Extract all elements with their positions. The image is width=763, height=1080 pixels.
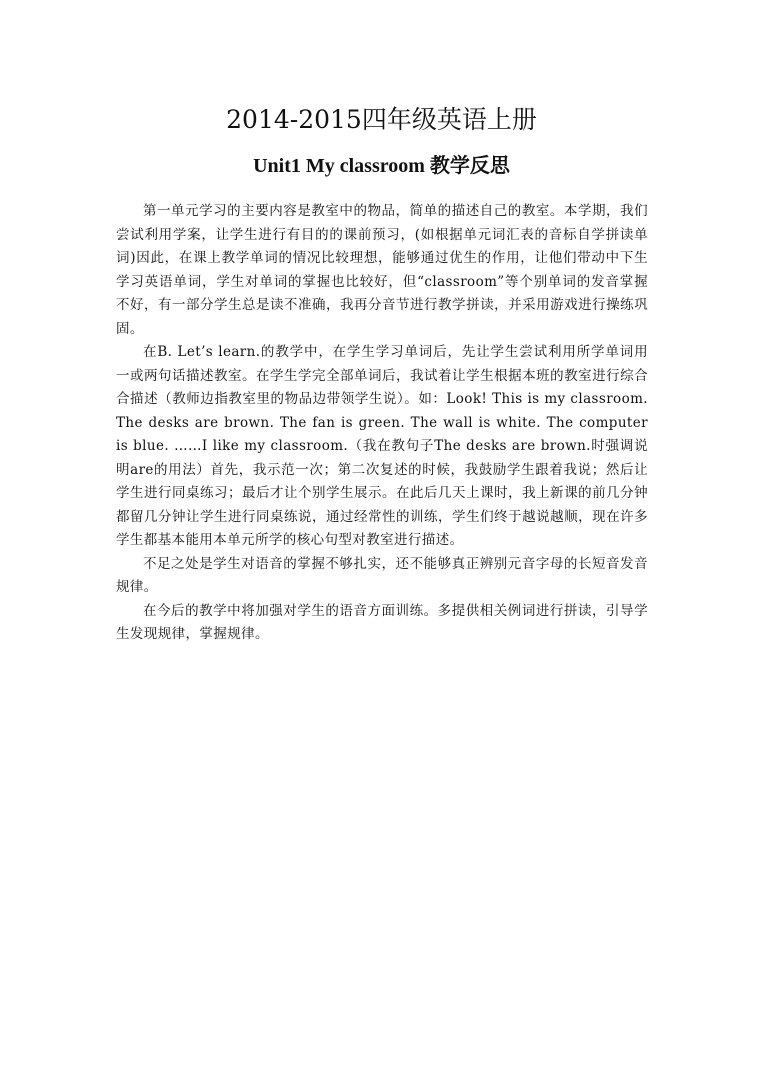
document-subtitle: Unit1 My classroom 教学反思 <box>253 155 510 177</box>
paragraph-1: 第一单元学习的主要内容是教室中的物品，简单的描述自己的教室。本学期，我们尝试利用学案，让学生进行有目的的课前预习，(如根据单元词汇表的音标自学拼读单词)因此，在课上教学单词的情况比较理想，能够通过优生的作用，让他们带动中下生学习英语单词，学生对单词的掌握也比较好，但“classroom”等个别单词的发音掌握不好，有一部分学生总是读不准确，我再分音节进行教学拼读，并采用游戏进行操练巩固。 <box>116 203 648 337</box>
document-title: 2014-2015四年级英语上册 <box>226 105 537 134</box>
paragraph-3: 不足之处是学生对语音的掌握不够扎实，还不能够真正辨别元音字母的长短音发音规律。 <box>116 555 648 595</box>
paragraph-4: 在今后的教学中将加强对学生的语音方面训练。多提供相关例词进行拼读，引导学生发现规律，掌握规律。 <box>116 602 648 642</box>
document-body <box>116 200 648 647</box>
paragraph-2: 在B. Let’s learn.的教学中，在学生学习单词后，先让学生尝试利用所学单词用一或两句话描述教室。在学生学完全部单词后，我试着让学生根据本班的教室进行综合合描述（教师边指教室里的物品边带领学生说）。如：Look! This is my classroom. The desks are brown. The fan is green. The wall is white. The computer is blue. ……I like my classroom.（我在教句子The desks are brown.时强调说明are的用法）首先，我示范一次；第二次复述的时候，我鼓励学生跟着我说；然后让学生进行同桌练习；最后才让个别学生展示。在此后几天上课时，我上新课的前几分钟都留几分钟让学生进行同桌练说，通过经常性的训练，学生们终于越说越顺，现在许多学生都基本能用本单元所学的核心句型对教室进行描述。 <box>116 344 648 548</box>
